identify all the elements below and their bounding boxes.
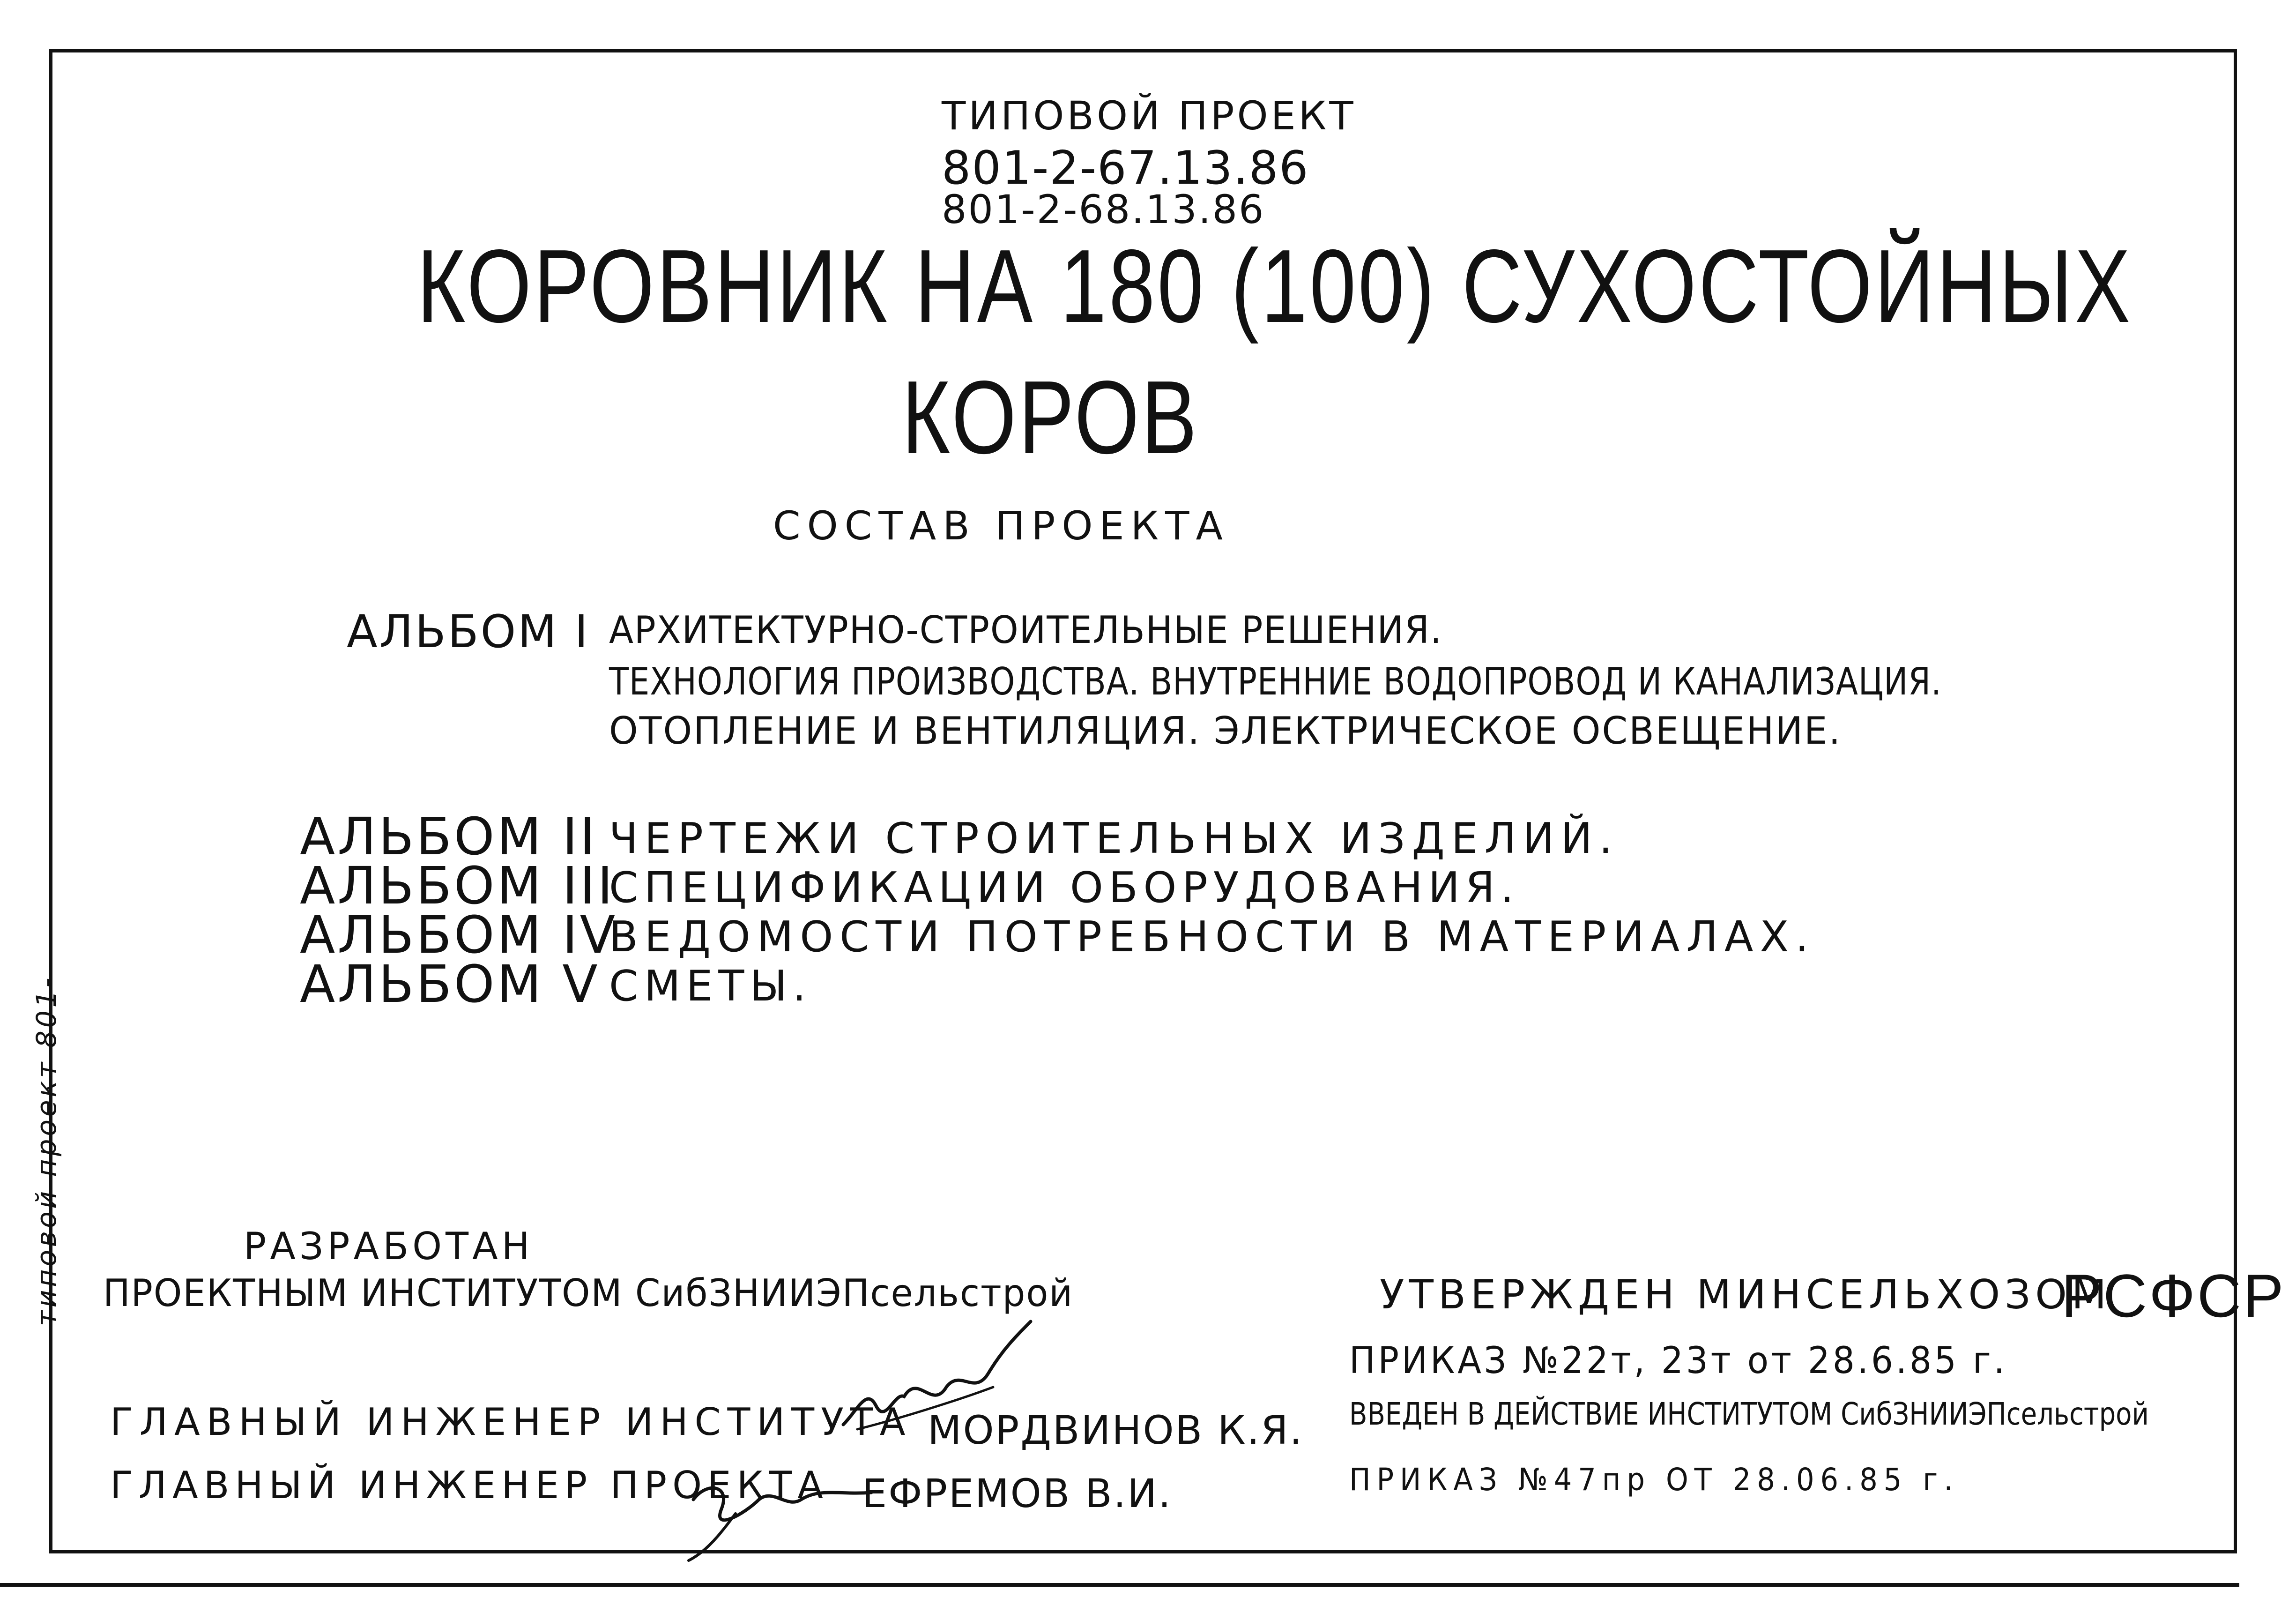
side-label (9, 108, 62, 1336)
chief-engineer-project-role: ГЛАВНЫЙ ИНЖЕНЕР ПРОЕКТА (110, 1463, 829, 1507)
album-3-line: СПЕЦИФИКАЦИИ ОБОРУДОВАНИЯ. (609, 863, 1520, 912)
chief-engineer-institute-name: МОРДВИНОВ К.Я. (928, 1407, 1304, 1453)
developed-by-label: РАЗРАБОТАН (244, 1224, 534, 1268)
signature-efremov (679, 1443, 876, 1565)
project-type: ТИПОВОЙ ПРОЕКТ (942, 93, 1356, 139)
album-4-line: ВЕДОМОСТИ ПОТРЕБНОСТИ В МАТЕРИАЛАХ. (609, 912, 1815, 962)
chief-engineer-project-name: ЕФРЕМОВ В.И. (862, 1471, 1172, 1516)
side-label-text: типовой проект 801- (30, 975, 62, 1326)
album-2-label: АЛЬБОМ II (300, 806, 598, 866)
page-title-line-2: КОРОВ (902, 359, 1199, 476)
chief-engineer-institute-role: ГЛАВНЫЙ ИНЖЕНЕР ИНСТИТУТА (110, 1400, 912, 1444)
page-title-line-1: КОРОВНИК НА 180 (100) СУХОСТОЙНЫХ (417, 228, 2133, 344)
developer-institute: ПРОЕКТНЫМ ИНСТИТУТОМ СибЗНИИЭПсельстрой (103, 1271, 1074, 1315)
approved-org: РСФСР (2061, 1262, 2286, 1330)
bottom-rule (0, 1583, 2239, 1587)
composition-heading: СОСТАВ ПРОЕКТА (773, 503, 1229, 549)
album-4-label: АЛЬБОМ IV (300, 905, 618, 965)
introduced-by: ВВЕДЕН В ДЕЙСТВИЕ ИНСТИТУТОМ СибЗНИИЭПсельстрой (1349, 1396, 2149, 1432)
order-2: ПРИКАЗ №47пр ОТ 28.06.85 г. (1349, 1462, 1959, 1498)
album-1-line-3: ОТОПЛЕНИЕ И ВЕНТИЛЯЦИЯ. ЭЛЕКТРИЧЕСКОЕ ОСВЕЩЕНИЕ. (609, 709, 1842, 753)
album-1-line-2: ТЕХНОЛОГИЯ ПРОИЗВОДСТВА. ВНУТРЕННИЕ ВОДОПРОВОД И КАНАЛИЗАЦИЯ. (609, 660, 1942, 703)
album-2-line: ЧЕРТЕЖИ СТРОИТЕЛЬНЫХ ИЗДЕЛИЙ. (609, 814, 1619, 863)
album-1-line-1: АРХИТЕКТУРНО-СТРОИТЕЛЬНЫЕ РЕШЕНИЯ. (609, 608, 1442, 652)
album-3-label: АЛЬБОМ III (300, 856, 615, 916)
album-5-label: АЛЬБОМ V (300, 954, 600, 1014)
order-1: ПРИКАЗ №22т, 23т от 28.6.85 г. (1349, 1340, 2007, 1382)
signature-mordvinov (839, 1317, 1035, 1443)
project-code-2: 801-2-68.13.86 (942, 187, 1265, 232)
album-5-line: СМЕТЫ. (609, 962, 812, 1011)
project-code-1: 801-2-67.13.86 (942, 142, 1309, 195)
approved-by: УТВЕРЖДЕН МИНСЕЛЬХОЗОМ (1380, 1271, 2111, 1318)
album-1-label: АЛЬБОМ I (347, 605, 590, 658)
